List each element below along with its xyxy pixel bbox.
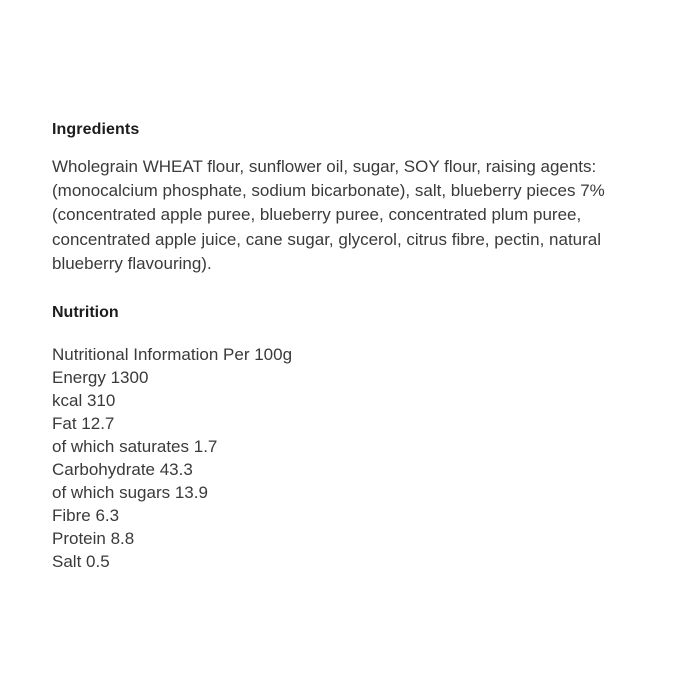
ingredients-heading: Ingredients [52, 121, 140, 138]
ingredients-text: Wholegrain WHEAT flour, sunflower oil, sugar, SOY flour, raising agents: (monocalcium phosphate, sodium bicarbonate), salt, blueberry pieces 7% (concentrated apple puree, blueberry puree, concentrated plum puree, concentrated apple juice, cane sugar, glycerol, citrus fibre, pectin, natural blueberry flavouring). [52, 157, 605, 273]
list-item: Salt 0.5 [52, 552, 110, 571]
list-item: Nutritional Information Per 100g [52, 345, 293, 364]
list-item: Fat 12.7 [52, 414, 115, 433]
list-item: Fibre 6.3 [52, 506, 120, 525]
nutrition-heading: Nutrition [52, 303, 119, 321]
list-item: Protein 8.8 [52, 529, 135, 548]
list-item: Energy 1300 [52, 368, 149, 387]
nutrition-list [52, 343, 648, 573]
list-item: kcal 310 [52, 391, 116, 410]
list-item: Carbohydrate 43.3 [52, 460, 193, 479]
list-item: of which saturates 1.7 [52, 437, 218, 456]
list-item: of which sugars 13.9 [52, 483, 208, 502]
